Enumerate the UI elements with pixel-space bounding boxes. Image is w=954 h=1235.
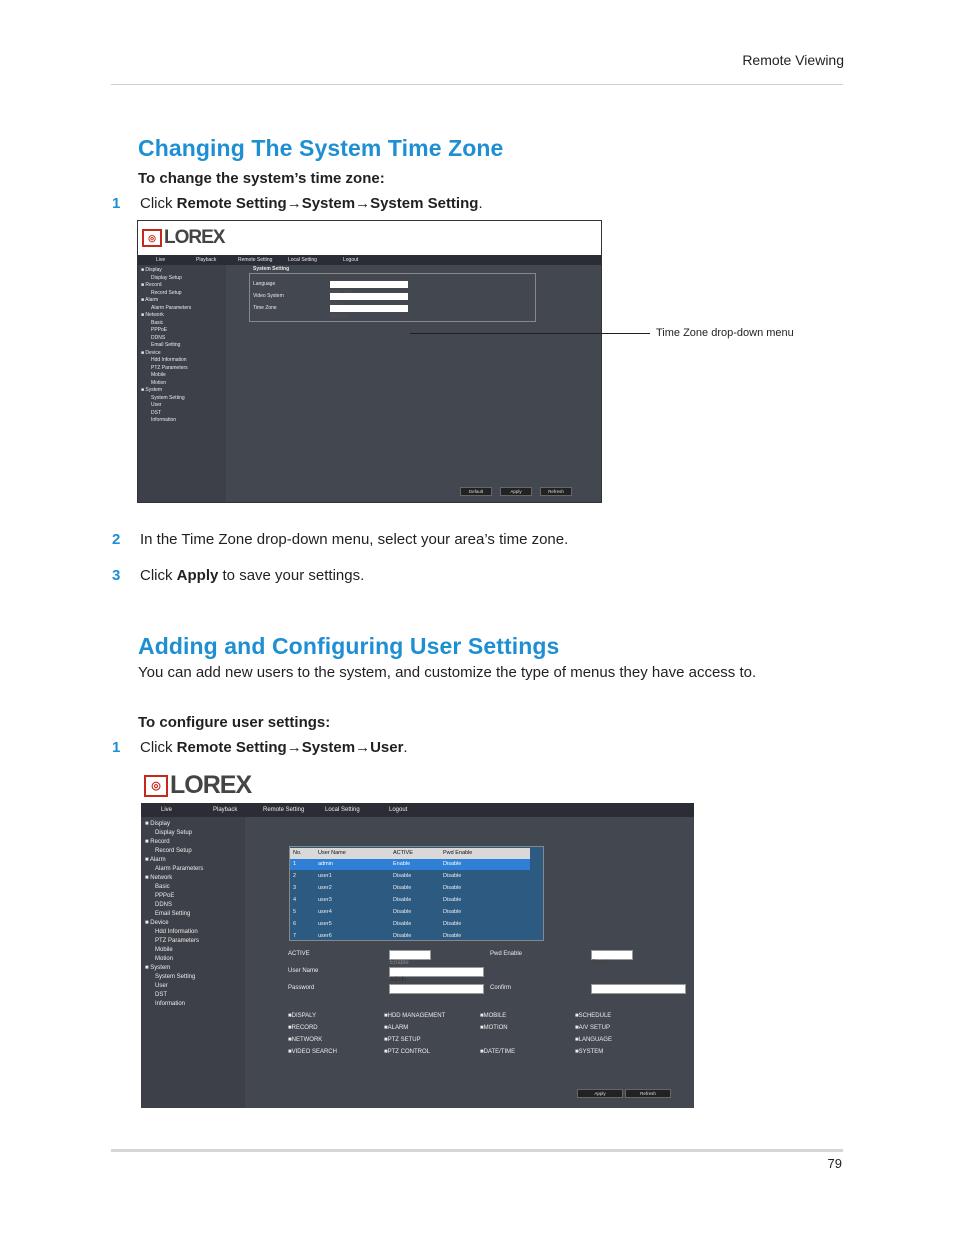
table-row[interactable]: 4 user3 Disable Disable	[293, 897, 462, 903]
running-header: Remote Viewing	[742, 52, 844, 68]
tree-item[interactable]: PTZ Parameters	[155, 938, 200, 944]
confirm-field[interactable]	[591, 984, 686, 994]
lorex-logo: ◎ LOREX	[144, 771, 251, 800]
panel-title: System Setting	[253, 266, 290, 272]
tree-item[interactable]: PTZ Parameters	[151, 364, 188, 371]
tree-item[interactable]: Mobile	[151, 372, 166, 378]
header-rule	[111, 84, 843, 85]
permission-checkbox[interactable]: ■SCHEDULE	[575, 1013, 612, 1019]
procedure-heading: To change the system’s time zone:	[138, 170, 385, 187]
table-row[interactable]: 1 admin Enable Disable	[290, 859, 530, 870]
section-intro: You can add new users to the system, and customize the type of menus they have access to.	[138, 664, 757, 681]
step-number: 3	[112, 567, 121, 584]
time-zone-select[interactable]: GMT-05	[330, 305, 408, 312]
tree-item[interactable]: Mobile	[155, 947, 173, 953]
tree-item[interactable]: Alarm Parameters	[151, 304, 192, 311]
step-number: 2	[112, 531, 121, 548]
tree-item[interactable]: User	[155, 983, 168, 989]
section-title-user-settings: Adding and Configuring User Settings	[138, 633, 560, 659]
table-row[interactable]: 7 user6 Disable Disable	[293, 933, 462, 939]
refresh-button[interactable]: Refresh	[625, 1089, 671, 1098]
table-row[interactable]: 6 user5 Disable Disable	[293, 921, 462, 927]
tree-item[interactable]: ■ Display	[141, 267, 162, 273]
tree-item[interactable]: ■ Display	[145, 821, 170, 827]
table-row[interactable]: 2 user1 Disable Disable	[293, 873, 462, 879]
username-label: User Name	[288, 968, 319, 974]
page-number: 79	[827, 1156, 842, 1171]
tree-item[interactable]: Email Setting	[155, 911, 191, 917]
tree-item[interactable]: ■ Alarm	[145, 857, 166, 863]
lorex-logo-icon: ◎	[144, 775, 168, 797]
procedure-heading: To configure user settings:	[138, 714, 331, 731]
tree-item[interactable]: Email Setting	[151, 342, 181, 348]
step-number: 1	[112, 739, 121, 756]
tree-item[interactable]: Record Setup	[155, 848, 192, 854]
password-label: Password	[288, 985, 315, 991]
tree-item[interactable]: ■ System	[141, 387, 163, 393]
permission-checkbox[interactable]: ■PTZ SETUP	[384, 1037, 421, 1043]
permission-checkbox[interactable]: ■VIDEO SEARCH	[288, 1049, 337, 1055]
pwd-enable-label: Pwd Enable	[490, 951, 523, 957]
tree-item[interactable]: ■ Record	[141, 282, 162, 288]
active-label: ACTIVE	[288, 951, 310, 957]
callout-label: Time Zone drop-down menu	[656, 327, 794, 339]
nav-remote-setting[interactable]: Remote Setting	[263, 807, 305, 813]
permission-checkbox[interactable]: ■NETWORK	[288, 1037, 323, 1043]
user-table[interactable]	[289, 846, 544, 941]
step-text: Click Apply to save your settings.	[140, 567, 365, 584]
permission-checkbox[interactable]: ■PTZ CONTROL	[384, 1049, 430, 1055]
pwd-enable-select[interactable]: Disable	[591, 950, 633, 960]
top-nav	[141, 803, 694, 817]
apply-button[interactable]: Apply	[577, 1089, 623, 1098]
tree-item[interactable]: DDNS	[155, 902, 173, 908]
time-zone-label: Time Zone	[253, 305, 277, 311]
nav-local-setting[interactable]: Local Setting	[288, 257, 317, 263]
permission-checkbox[interactable]: ■RECORD	[288, 1025, 318, 1031]
permission-checkbox[interactable]: ■DISPALY	[288, 1013, 317, 1019]
tree-item[interactable]: Motion	[151, 379, 167, 386]
table-header[interactable]: No. User Name ACTIVE Pwd Enable	[290, 848, 530, 859]
nav-playback[interactable]: Playback	[213, 807, 238, 813]
language-select[interactable]	[330, 281, 408, 288]
user-setting-screenshot	[141, 767, 694, 1108]
callout-leader-line	[410, 333, 650, 334]
lorex-logo: ◎ LOREX	[142, 227, 224, 249]
permission-checkbox[interactable]: ■ALARM	[384, 1025, 409, 1031]
tree-item[interactable]: Display Setup	[155, 830, 193, 836]
permission-checkbox[interactable]: ■MOTION	[480, 1025, 508, 1031]
nav-remote-setting[interactable]: Remote Setting	[238, 257, 273, 263]
confirm-label: Confirm	[490, 985, 512, 991]
step-text: In the Time Zone drop-down menu, select your area’s time zone.	[140, 531, 569, 548]
apply-button[interactable]: Apply	[500, 487, 532, 496]
refresh-button[interactable]: Refresh	[540, 487, 572, 496]
lorex-logo-icon: ◎	[142, 229, 162, 247]
top-nav	[138, 255, 601, 265]
nav-playback[interactable]: Playback	[196, 257, 217, 263]
step-text: Click Remote Setting→System→System Setting.	[140, 195, 483, 212]
system-setting-panel	[249, 266, 536, 322]
video-system-label: Video System	[253, 293, 284, 299]
permission-checkbox[interactable]: ■DATE/TIME	[480, 1049, 516, 1055]
language-label: Language	[253, 281, 276, 287]
tree-item[interactable]: System Setting	[155, 974, 196, 980]
tree-item[interactable]: System Setting	[151, 394, 185, 401]
nav-logout[interactable]: Logout	[389, 807, 408, 813]
tree-item[interactable]: ■ Network	[145, 875, 173, 881]
video-system-select[interactable]	[330, 293, 408, 300]
permission-checkbox[interactable]: ■SYSTEM	[575, 1049, 604, 1055]
table-row[interactable]: 3 user2 Disable Disable	[293, 885, 462, 891]
active-select[interactable]: Enable	[389, 950, 431, 960]
tree-item[interactable]: Hdd Information	[155, 929, 198, 935]
step-number: 1	[112, 195, 121, 212]
step-text: Click Remote Setting→System→User.	[140, 739, 408, 756]
permission-checkbox[interactable]: ■LANGUAGE	[575, 1037, 612, 1043]
settings-tree	[138, 265, 226, 502]
tree-item[interactable]: Display Setup	[151, 274, 182, 281]
tree-item[interactable]: ■ Device	[145, 920, 169, 926]
tree-item[interactable]: PPPoE	[151, 327, 168, 333]
tree-item[interactable]: ■ Record	[145, 839, 170, 845]
settings-tree	[141, 817, 245, 1108]
tree-item[interactable]: Alarm Parameters	[155, 866, 204, 872]
tree-item[interactable]: PPPoE	[155, 893, 175, 899]
nav-local-setting[interactable]: Local Setting	[325, 807, 360, 813]
tree-item[interactable]: Basic	[151, 319, 164, 326]
tree-item[interactable]: Basic	[155, 884, 170, 890]
nav-live[interactable]: Live	[156, 257, 166, 263]
password-field[interactable]	[389, 984, 484, 994]
system-setting-screenshot	[137, 220, 602, 503]
tree-item[interactable]: Record Setup	[151, 289, 182, 296]
tree-item[interactable]: ■ Device	[141, 349, 161, 356]
tree-item[interactable]: ■ System	[145, 965, 171, 971]
permission-checkbox[interactable]: ■MOBILE	[480, 1013, 507, 1019]
tree-item[interactable]: User	[151, 402, 162, 408]
nav-live[interactable]: Live	[161, 807, 173, 813]
username-field[interactable]: admin	[389, 967, 484, 977]
permission-checkbox[interactable]: ■A/V SETUP	[575, 1025, 610, 1031]
footer-rule	[111, 1149, 843, 1152]
tree-item[interactable]: DDNS	[151, 334, 166, 341]
tree-item[interactable]: DST	[151, 409, 161, 416]
tree-item[interactable]: ■ Alarm	[141, 297, 159, 303]
tree-item[interactable]: Hdd Information	[151, 357, 187, 363]
permission-checkbox[interactable]: ■HDD MANAGEMENT	[384, 1013, 446, 1019]
section-title-time-zone: Changing The System Time Zone	[138, 135, 504, 161]
tree-item[interactable]: DST	[155, 992, 167, 998]
default-button[interactable]: Default	[460, 487, 492, 496]
tree-item[interactable]: Motion	[155, 956, 174, 962]
table-row[interactable]: 5 user4 Disable Disable	[293, 909, 462, 915]
tree-item[interactable]: Information	[151, 417, 177, 423]
nav-logout[interactable]: Logout	[343, 257, 359, 263]
tree-item[interactable]: ■ Network	[141, 312, 164, 318]
tree-item[interactable]: Information	[155, 1001, 186, 1007]
